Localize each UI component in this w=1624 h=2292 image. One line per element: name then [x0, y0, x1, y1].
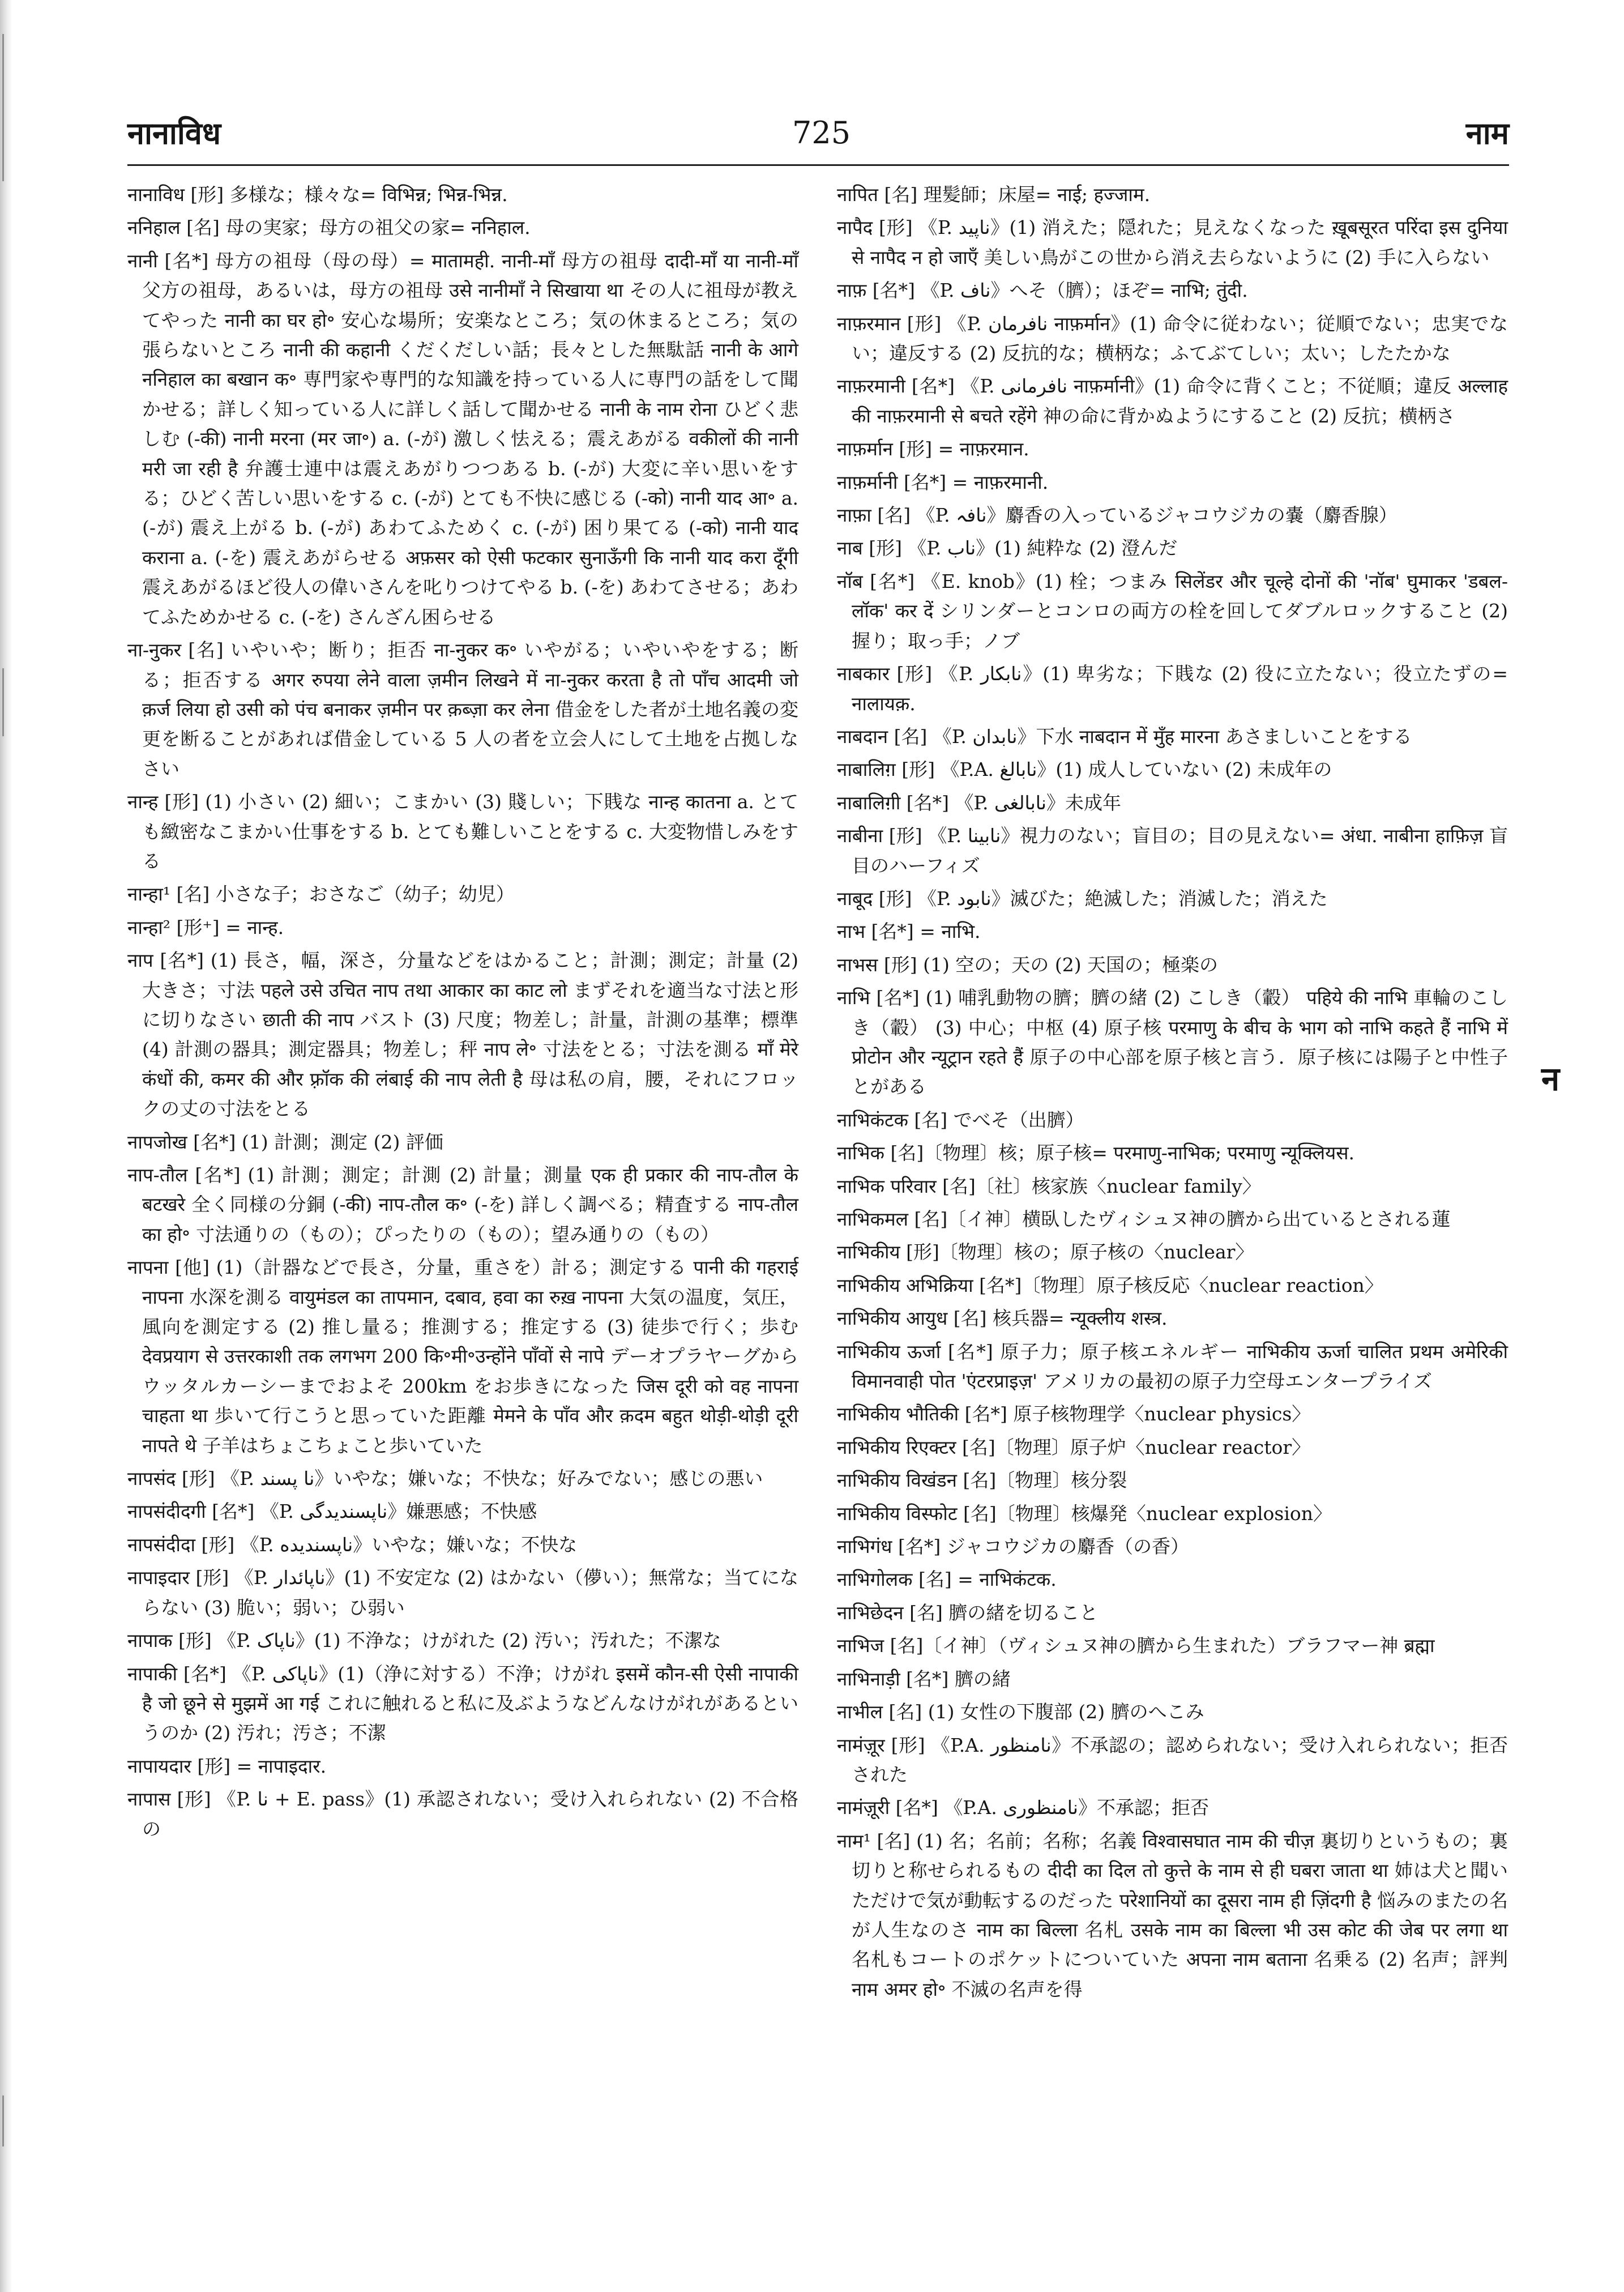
- dictionary-entry: नाभस [形] (1) 空の；天の (2) 天国の；極楽の: [837, 953, 1219, 976]
- dictionary-entry: नान्ह [形] (1) 小さい (2) 細い；こまかい (3) 賤しい；下賎な नान्ह कातना a. とても緻密なこまかい仕事をする b. とても難しいことをする c. 大変物惜しみをする: [127, 791, 798, 872]
- dictionary-entry: नाभील [名] (1) 女性の下腹部 (2) 臍のへこみ: [837, 1701, 1204, 1723]
- dictionary-entry: नाभिकीय रिएक्टर [名]〔物理〕原子炉〈nuclear reactor〉: [837, 1436, 1311, 1458]
- dictionary-entry: नाभिनाड़ी [名*] 臍の緒: [837, 1667, 1011, 1690]
- dictionary-entry: नाफ़र्मानी [名*] = नाफ़रमानी.: [837, 471, 1049, 493]
- dictionary-entry: नाम¹ [名] (1) 名；名前；名称；名義 विश्वासघात नाम की चीज़ 裏切りというもの；裏切りと称せられるもの दीदी का दिल तो कुत्ते के नाम से ही घबरा जाता था 姉は犬と聞いただけで気が動転するのだった परेशानियों का दूसरा नाम ही ज़िंदगी है 悩みのまたの名が人生なのさ नाम का बिल्ला 名札 उसके नाम का बिल्ला भी उस कोट की जेब पर लगा था 名札もコートのポケットについていた अपना नाम बताना 名乗る (2) 名声；評判 नाम अमर हो॰ 不滅の名声を得: [837, 1829, 1508, 2000]
- dictionary-entry: नाभिगंध [名*] ジャコウジカの麝香（の香）: [837, 1535, 1190, 1558]
- dictionary-entry: नाभिक [名]〔物理〕核；原子核= परमाणु-नाभिक; परमाणु न्यूक्लियस.: [837, 1142, 1355, 1164]
- dictionary-entry: ना-नुकर [名] いやいや；断り；拒否 ना-नुकर क॰ いやがる；いやいやをする；断る；拒否する अगर रुपया लेने वाला ज़मीन लिखने में ना-नुकर करता है तो पाँच आदमी जो क़र्ज लिया हो उसी को पंच बनाकर ज़मीन पर क़ब्ज़ा कर लेना 借金をした者が土地名義の変更を断ることがあれば借金している 5 人の者を立会人にして土地を占拠しなさい: [127, 639, 798, 780]
- dictionary-entry: नाभिकंटक [名] でべそ（出臍）: [837, 1108, 1084, 1131]
- dictionary-entry: नाभिक परिवार [名]〔社〕核家族〈nuclear family〉: [837, 1175, 1261, 1197]
- running-header: [127, 108, 1509, 159]
- right-column: [837, 180, 1508, 2008]
- dictionary-entry: नाफ़ा [名] 《P. نافہ》麝香の入っているジャコウジカの嚢（麝香腺）: [837, 504, 1398, 527]
- scan-edge-mark: [2, 34, 4, 181]
- dictionary-entry: नामंज़ूर [形] 《P.A. نامنظور》不承認の；認められない；受け入れられない；拒否された: [837, 1734, 1508, 1786]
- dictionary-entry: नाफ़रमानी [名*] 《P. نافرمانی नाफ़र्मानी》(1) 命令に背くこと；不従順；違反 अल्लाह की नाफ़रमानी से बचते रहेंगे 神の命に背かぬようにすること (2) 反抗；横柄さ: [837, 375, 1508, 427]
- dictionary-entry: नाबकार [形] 《P. نابکار》(1) 卑劣な；下賎な (2) 役に立たない；役立たずの= नालायक़.: [837, 663, 1508, 715]
- dictionary-entry: नाभिकमल [名]〔イ神〕横臥したヴィシュヌ神の臍から出ているとされる蓮: [837, 1208, 1451, 1230]
- scan-edge-mark: [2, 2095, 4, 2146]
- dictionary-entry: नापायदार [形] = नापाइदार.: [127, 1755, 327, 1777]
- dictionary-entry: नापाकी [名*] 《P. ناپاکی》(1)（浄に対する）不浄；けがれ इसमें कौन-सी ऐसी नापाकी है जो छूने से मुझमें आ गई これに触れると私に及ぶようなどんなけがれがあるというのか (2) 汚れ；汚さ；不潔: [127, 1662, 798, 1744]
- dictionary-entry: नाभिकीय अभिक्रिया [名*]〔物理〕原子核反応〈nuclear reaction〉: [837, 1274, 1383, 1296]
- dictionary-entry: नाभिकीय विखंडन [名]〔物理〕核分裂: [837, 1469, 1127, 1492]
- dictionary-entry: नामंज़ूरी [名*] 《P.A. نامنظوری》不承認；拒否: [837, 1796, 1209, 1819]
- scan-edge-mark: [2, 668, 4, 736]
- dictionary-entry: नाभिछेदन [名] 臍の緒を切ること: [837, 1601, 1099, 1624]
- dictionary-entry: नापित [名] 理髪師；床屋= नाई; हज्जाम.: [837, 183, 1151, 206]
- dictionary-entry: नाबालिग़ [形] 《P.A. نابالغ》(1) 成人していない (2) 未成年の: [837, 758, 1332, 781]
- guide-word-right: नाम: [1465, 115, 1509, 151]
- dictionary-entry: नान्हा² [形⁺] = नान्ह.: [127, 916, 284, 938]
- dictionary-entry: नापाइदार [形] 《P. ناپائدار》(1) 不安定な (2) はかない（儚い）；無常な；当てにならない (3) 脆い；弱い；ひ弱い: [127, 1567, 799, 1619]
- dictionary-entry: नापसंद [形] 《P. نا پسند》いやな；嫌いな；不快な；好みでない；感じの悪い: [127, 1467, 763, 1490]
- dictionary-entry: नाबालिग़ी [名*] 《P. نابالغی》未成年: [837, 791, 1121, 814]
- dictionary-entry: नाबूद [形] 《P. نابود》滅びた；絶滅した；消滅した；消えた: [837, 887, 1328, 910]
- dictionary-entry: नापैद [形] 《P. ناپید》(1) 消えた；隠れた；見えなくなった ख़ूबसूरत परिंदा इस दुनिया से नापैद न हो जाएँ 美しい鳥がこの世から消え去らないように (2) 手に入らない: [837, 216, 1508, 268]
- dictionary-entry: नाभिकीय आयुध [名] 核兵器= न्यूक्लीय शस्त्र.: [837, 1307, 1168, 1330]
- dictionary-entry: नाफ़रमान [形] 《P. نافرمان नाफ़र्मान》(1) 命令に従わない；従順でない；忠実でない；違反する (2) 反抗的な；横柄な；ふてぶてしい；太い；したたかな: [837, 312, 1508, 365]
- dictionary-entry: नानी [名*] 母方の祖母（母の母）= मातामही. नानी-माँ 母方の祖母 दादी-माँ या नानी-माँ 父方の祖母，あるいは，母方の祖母 उसे नानीमाँ ने सिखाया था その人に祖母が教えてやった नानी का घर हो॰ 安心な場所；安楽なところ；気の休まるところ；気の張らないところ नानी की कहानी くだくだしい話；長々とした無駄話 नानी के आगे ननिहाल का बखान क॰ 専門家や専門的な知識を持っている人に専門の話をして聞かせる；詳しく知っている人に詳しく話して聞かせる नानी के नाम रोना ひどく悲しむ (-की) नानी मरना (मर जा॰) a. (-が) 激しく怯える；震えあがる वकीलों की नानी मरी जा रही है 弁護士連中は震えあがりつつある b. (-が) 大変に辛い思いをする；ひどく苦しい思いをする c. (-が) とても不快に感じる (-को) नानी याद आ॰ a. (-が) 震え上がる b. (-が) あわてふためく c. (-が) 困り果てる (-को) नानी याद कराना a. (-を) 震えあがらせる अफ़सर को ऐसी फटकार सुनाऊँगी कि नानी याद करा दूँगी 震えあがるほど役人の偉いさんを叱りつけてやる b. (-を) あわてさせる；あわてふためかせる c. (-を) さんざん困らせる: [127, 249, 798, 628]
- dictionary-entry: नाप [名*] (1) 長さ，幅，深さ，分量などをはかること；計測；測定；計量 (2) 大きさ；寸法 पहले उसे उचित नाप तथा आकार का काट लो まずそれを適当な寸法と形に切りなさい छाती की नाप バスト (3) 尺度；物差し；計量，計測の基準；標準 (4) 計測の器具；測定器具；物差し；秤 नाप ले॰ 寸法をとる；寸法を測る माँ मेरे कंधों की, कमर की और फ़्रॉक की लंबाई की नाप लेती है 母は私の肩，腰，それにフロックの丈の寸法をとる: [127, 949, 798, 1120]
- dictionary-entry: नॉब [名*] 《E. knob》(1) 栓；つまみ सिलेंडर और चूल्हे दोनों की 'नॉब' घुमाकर 'डबल-लॉक' कर दें シリンダーとコンロの両方の栓を回してダブルロックすること (2) 握り；取っ手；ノブ: [837, 570, 1508, 652]
- page-number: 725: [792, 115, 851, 151]
- dictionary-entry: नाब [形] 《P. ناب》(1) 純粋な (2) 澄んだ: [837, 537, 1178, 560]
- dictionary-entry: नापाक [形] 《P. ناپاک》(1) 不浄な；けがれた (2) 汚い；汚れた；不潔な: [127, 1629, 721, 1652]
- header-rule: [127, 164, 1509, 166]
- dictionary-entry: नापजोख [名*] (1) 計測；測定 (2) 評価: [127, 1130, 443, 1153]
- dictionary-entry: नाभिकीय ऊर्जा [名*] 原子力；原子核エネルギー नाभिकीय ऊर्जा चालित प्रथम अमेरिकी विमानवाही पोत 'एंटरप्राइज़' アメリカの最初の原子力空母エンタープライズ: [837, 1340, 1508, 1393]
- dictionary-entry: नाबदान [名] 《P. نابدان》下水 नाबदान में मुँह मारना あさましいことをする: [837, 725, 1412, 748]
- dictionary-entry: नाभिगोलक [名] = नाभिकंटक.: [837, 1568, 1057, 1591]
- dictionary-entry: नापसंदीदा [形] 《P. ناپسندیده》いやな；嫌いな；不快な: [127, 1533, 578, 1556]
- dictionary-entry: नाभिकीय [形]〔物理〕核の；原子核の〈nuclear〉: [837, 1241, 1254, 1264]
- dictionary-entry: नाफ़र्मान [形] = नाफ़रमान.: [837, 438, 1029, 460]
- dictionary-entry: नाभिकीय विस्फोट [名]〔物理〕核爆発〈nuclear explosion〉: [837, 1502, 1332, 1525]
- scan-binding-edge: [0, 0, 12, 2292]
- left-column: [127, 180, 798, 1847]
- dictionary-entry: नाभि [名*] (1) 哺乳動物の臍；臍の緒 (2) こしき（轂） पहिये की नाभि 車輪のこしき（轂） (3) 中心；中枢 (4) 原子核 परमाणु के बीच के भाग को नाभि कहते हैं नाभि में प्रोटोन और न्यूट्रान रहते हैं 原子の中心部を原子核と言う．原子核には陽子と中性子とがある: [837, 987, 1508, 1098]
- dictionary-entry: नाफ़ [名*] 《P. ناف》へそ（臍）；ほぞ= नाभि; तुंदी.: [837, 279, 1248, 302]
- dictionary-entry: नाबीना [形] 《P. نابینا》視力のない；盲目の；目の見えない= अंधा. नाबीना हाफ़िज़ 盲目のハーフィズ: [837, 825, 1508, 877]
- dictionary-entry: नाभिज [名]〔イ神〕（ヴィシュヌ神の臍から生まれた）ブラフマー神 ब्रह्मा: [837, 1634, 1435, 1657]
- dictionary-entry: नाभिकीय भौतिकी [名*] 原子核物理学〈nuclear physics〉: [837, 1403, 1311, 1425]
- dictionary-entry: नापास [形] 《P. نا + E. pass》(1) 承認されない；受け入れられない (2) 不合格の: [127, 1788, 799, 1840]
- guide-word-left: नानाविध: [127, 115, 221, 151]
- dictionary-entry: नापसंदीदगी [名*] 《P. ناپسندیدگی》嫌悪感；不快感: [127, 1500, 537, 1523]
- dictionary-entry: नानाविध [形] 多様な；様々な= विभिन्न; भिन्न-भिन्न.: [127, 183, 508, 206]
- dictionary-entry: नाप-तौल [名*] (1) 計測；測定；計測 (2) 計量；測量 एक ही प्रकार की नाप-तौल के बटखरे 全く同様の分銅 (-की) नाप-तौल क॰ (-を) 詳しく調べる；精査する नाप-तौल का हो॰ 寸法通りの（もの）；ぴったりの（もの）；望み通りの（もの）: [127, 1164, 798, 1245]
- dictionary-entry: नान्हा¹ [名] 小さな子；おさなご（幼子；幼児）: [127, 883, 515, 906]
- thumb-index-letter: न: [1541, 1060, 1560, 1098]
- dictionary-entry: ननिहाल [名] 母の実家；母方の祖父の家= ननिहाल.: [127, 216, 531, 239]
- dictionary-entry: नाभ [名*] = नाभि.: [837, 920, 981, 943]
- dictionary-entry: नापना [他] (1)（計器などで長さ，分量，重さを）計る；測定する पानी की गहराई नापना 水深を測る वायुमंडल का तापमान, दबाव, हवा का रुख़ नापना 大気の温度，気圧，風向を測定する (2) 推し量る；推測する；推定する (3) 徒歩で行く；歩む देवप्रयाग से उत्तरकाशी तक लगभग 200 कि॰मी॰उन्होंने पाँवों से नापे デーオプラヤーグからウッタルカーシーまでおよそ 200km をお歩きになった जिस दूरी को वह नापना चाहता था 歩いて行こうと思っていた距離 मेमने के पाँव और क़दम बहुत थोड़ी-थोड़ी दूरी नापते थे 子羊はちょこちょこと歩いていた: [127, 1256, 798, 1457]
